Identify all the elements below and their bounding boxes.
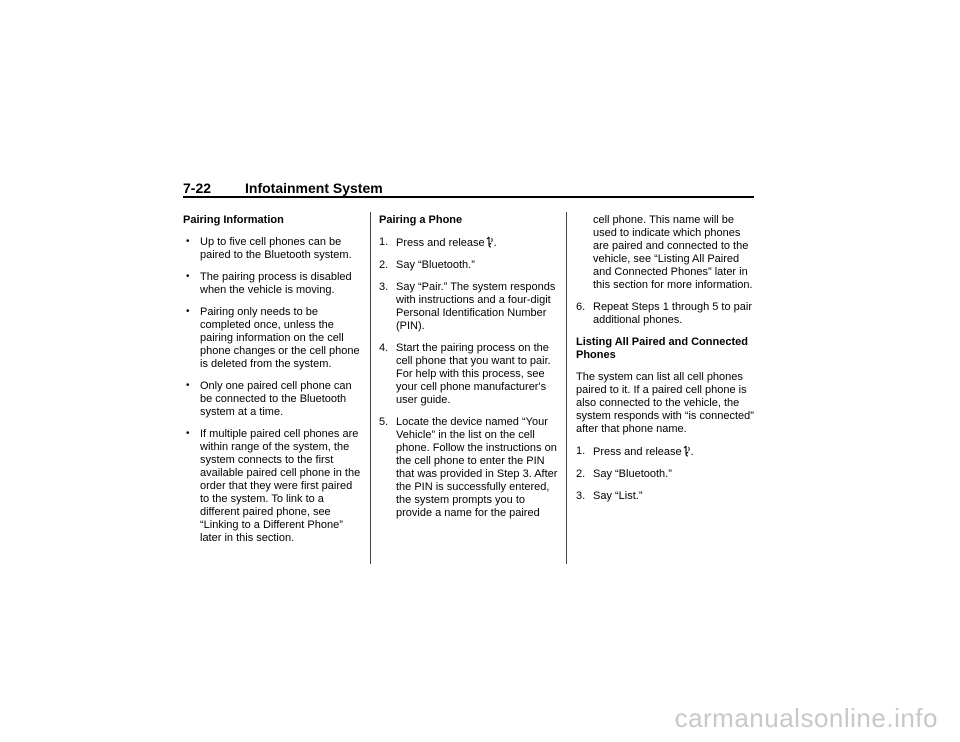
pairing-a-phone-heading: Pairing a Phone — [379, 214, 463, 226]
step-item — [379, 236, 559, 250]
step-number: 5. — [379, 416, 389, 428]
step-number: 1. — [576, 445, 586, 457]
bullet-icon: • — [186, 306, 190, 317]
step-item — [576, 301, 756, 327]
page-number: 7-22 — [183, 180, 212, 196]
column-divider-1 — [370, 212, 371, 564]
step-item — [576, 490, 756, 503]
bullet-icon: • — [186, 236, 190, 247]
bullet-icon: • — [186, 380, 190, 391]
bullet-icon: • — [186, 428, 190, 439]
bullet-item — [183, 380, 363, 419]
bullet-text: Pairing only needs to be completed once, unless the pairing information on the cell phone changes or the cell phone is deleted from the system. — [200, 306, 360, 370]
column-3 — [576, 214, 756, 512]
step-item — [379, 281, 559, 333]
step-number: 3. — [576, 490, 586, 502]
step-5-continuation: cell phone. This name will be used to indicate which phones are paired and connected to the vehicle, see “Listing All Paired and Connected Phones” later in this section for more information. — [593, 214, 753, 291]
step-number: 1. — [379, 236, 389, 248]
phone-voice-icon — [486, 236, 494, 248]
step-number: 6. — [576, 301, 586, 313]
bullet-text: If multiple paired cell phones are within range of the system, the system connects to the first available paired cell phone in the order that they were first paired to the system. To link to a different paired phone, see “Linking to a Different Phone” later in this section. — [200, 428, 361, 544]
step-text: Press and release — [593, 446, 682, 458]
step-item — [576, 468, 756, 481]
bullet-item — [183, 271, 363, 297]
listing-paragraph: The system can list all cell phones paired to it. If a paired cell phone is also connected to the vehicle, the system responds with “is connected” after that phone name. — [576, 371, 754, 435]
bullet-item — [183, 428, 363, 545]
phone-voice-icon — [683, 445, 691, 457]
step-number: 4. — [379, 342, 389, 354]
section-title: Infotainment System — [245, 180, 383, 196]
step-item — [379, 342, 559, 407]
step-number: 2. — [379, 259, 389, 271]
bullet-item — [183, 306, 363, 371]
step-text: Locate the device named “Your Vehicle” in the list on the cell phone. Follow the instructions on the cell phone to enter the PIN that was provided in Step 3. After the PIN is successfully entered, the system prompts you to provide a name for the paired — [396, 416, 558, 519]
column-1 — [183, 214, 363, 554]
step-text: Start the pairing process on the cell phone that you want to pair. For help with this process, see your cell phone manufacturer's user guide. — [396, 342, 551, 406]
bullet-text: Only one paired cell phone can be connected to the Bluetooth system at a time. — [200, 380, 352, 418]
pairing-information-heading: Pairing Information — [183, 214, 284, 226]
step-text: Say “Pair.” The system responds with instructions and a four-digit Personal Identification Number (PIN). — [396, 281, 556, 332]
bullet-icon: • — [186, 271, 190, 282]
step-text: Say “List.” — [593, 490, 643, 502]
step-number: 2. — [576, 468, 586, 480]
step-text: Say “Bluetooth.” — [593, 468, 672, 480]
step-item — [379, 416, 559, 520]
step-number: 3. — [379, 281, 389, 293]
step-text: Say “Bluetooth.” — [396, 259, 475, 271]
bullet-text: Up to five cell phones can be paired to the Bluetooth system. — [200, 236, 352, 261]
column-divider-2 — [566, 212, 567, 564]
column-2 — [379, 214, 559, 529]
watermark: carmanualsonline.info — [674, 703, 938, 733]
bullet-item — [183, 236, 363, 262]
header-rule — [183, 196, 754, 198]
step-text-end: . — [690, 446, 694, 458]
step-text: Press and release — [396, 237, 485, 249]
step-item — [379, 259, 559, 272]
listing-phones-heading: Listing All Paired and Connected Phones — [576, 336, 748, 361]
step-item — [576, 445, 756, 459]
step-text: Repeat Steps 1 through 5 to pair additional phones. — [593, 301, 752, 326]
step-text-end: . — [493, 237, 497, 249]
bullet-text: The pairing process is disabled when the vehicle is moving. — [200, 271, 352, 296]
